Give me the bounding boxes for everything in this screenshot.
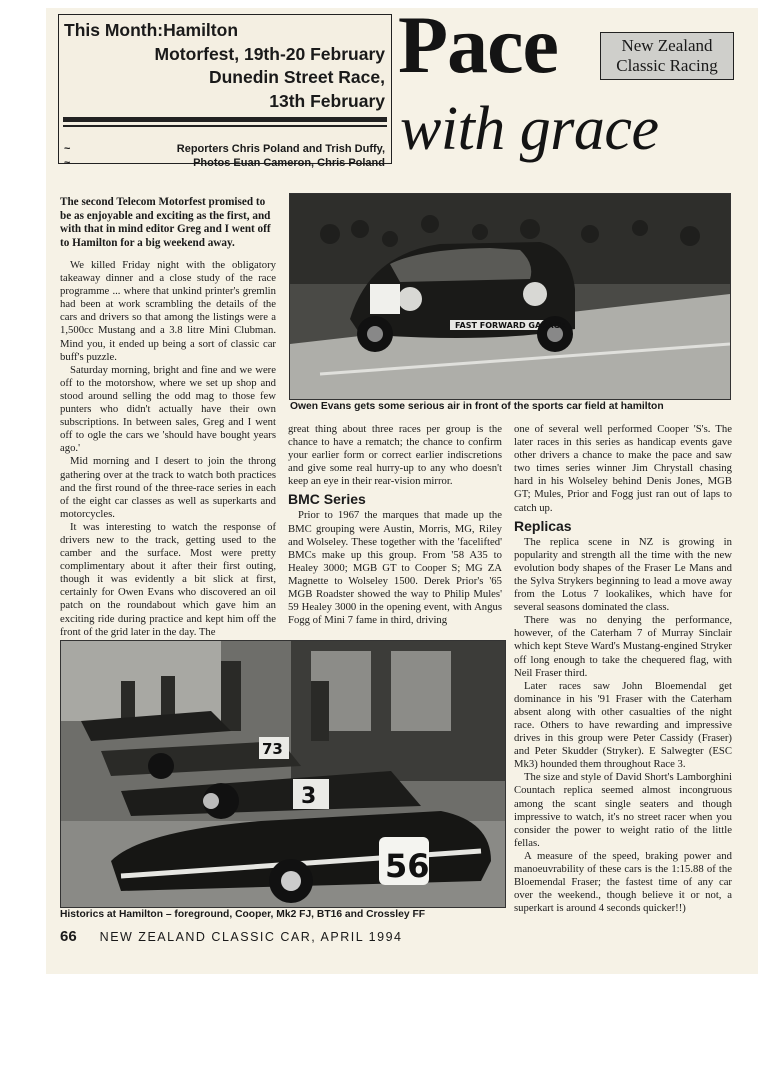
header-rule (63, 117, 387, 122)
paragraph: It was interesting to watch the response of drivers new to the track, getting used to the camber and the surface. Most were pretty complimentary about it after their first outing, though it was evidently a bit slick at first, certainly for Owen Evans who discovered an oil patch on the roundabout which gave him an exciting ride during practice and kept him off the front of the grid later in the day. The (60, 520, 276, 638)
this-month-box (58, 14, 392, 169)
column-1 (60, 259, 276, 639)
headline-pace: Pace (398, 0, 558, 90)
replicas-heading: Replicas (514, 517, 572, 534)
column-3 (514, 423, 732, 915)
car-number-56: 56 (385, 847, 430, 885)
column-2 (288, 423, 502, 627)
photo-historics-illustration (61, 641, 505, 907)
paragraph: Mid morning and I desert to join the throng gathering over at the track to watch both practices and the first round of the three-race series in each of the eight car classes as well as superkarts and motorcycles. (60, 455, 276, 520)
car-number-73: 73 (262, 740, 283, 758)
lead-paragraph: The second Telecom Motorfest promised to be as enjoyable and exciting as the first, and with that in mind editor Greg and I went off to Hamilton for a big weekend away. (60, 196, 271, 249)
credits (64, 142, 385, 170)
event1-dates: Motorfest, 19th-20 February (154, 43, 385, 64)
section-tag-line1: New Zealand (621, 36, 713, 55)
reporters-credit: Reporters Chris Poland and Trish Duffy, (176, 143, 385, 155)
this-month-heading (64, 19, 385, 113)
header-rule-thin (63, 125, 387, 127)
section-tag-line2: Classic Racing (616, 56, 718, 75)
paragraph: The size and style of David Short's Lamborghini Countach replica seemed almost incongruous among the scant single seaters and though impressive to watch, it's no street racer when you consider the power to weight ratio of the little fellas. (514, 771, 732, 849)
event1-name: Hamilton (163, 20, 239, 40)
paragraph: We killed Friday night with the obligatory takeaway dinner and a close study of the race programme ... where that unkind printer's gremlin had been at work scrambling the details of the cars and drivers so that among the listings were a 1,500cc Mustang and a 3.8 litre Mini Clubman. Mind you, it ended up being a sort of classic car buff's puzzle. (60, 259, 276, 363)
car-number-3: 3 (301, 784, 317, 809)
paragraph: Prior to 1967 the marques that made up the BMC grouping were Austin, Morris, MG, Riley and Wolseley. These together with the 'facelifted' BMCs make up this group. From '58 A35 to Healey 3000; MGB GT to Cooper S; MG ZA Magnette to Wolseley 1500. Derek Prior's '65 MGB Roadster showed the way to Philip Mules' 59 Healey 3000 in the opening event, with Angus Fogg of Mini 7 fame in third, driving (288, 509, 502, 627)
photo-porsche-jump (289, 193, 731, 400)
photo2-caption: Historics at Hamilton – foreground, Cooper, Mk2 FJ, BT16 and Crossley FF (60, 909, 426, 920)
photo1-caption: Owen Evans gets some serious air in front of the sports car field at hamilton (290, 401, 664, 412)
paragraph: one of several well performed Cooper 'S's. The later races in this series as handicap events gave other drivers a chance to make the pace and saw two times series winner Jim Chrystall chasing hard in his Wolseley behind Denis Jones, MGB GT; Mules, Prior and Fogg just ran out of laps to catch up. (514, 423, 732, 514)
bullet-dash: ~ (64, 157, 71, 169)
photo-historics-pits (60, 640, 506, 908)
bullet-dash: ~ (64, 143, 71, 155)
page-footer (60, 928, 403, 945)
paragraph: A measure of the speed, braking power and manoeuvrability of these cars is the 1:15.88 of the Bloemendal Fraser; the fastest time of any car over the weekend., though believe it or not, a superkart is around 4 seconds quicker!!) (514, 849, 732, 915)
event2-date: 13th February (269, 90, 385, 111)
paragraph: great thing about three races per group is the chance to have a rematch; the chance to confirm your earlier form or correct earlier indiscretions and give some real hurry-up to any who doesn't keep an eye in their rear-vision mirror. (288, 423, 502, 488)
event2-name: Dunedin Street Race, (208, 67, 385, 87)
paragraph: The replica scene in NZ is growing in popularity and strength all the time with the new evolution body shapes of the Fraser Le Mans and the Sylva Strykers beginning to lead a move away from the Lotus 7 lookalikes, which have for several seasons dominated the class. (514, 535, 732, 614)
magazine-credit: NEW ZEALAND CLASSIC CAR, APRIL 1994 (99, 930, 403, 944)
section-tag (600, 32, 734, 80)
this-month-label: This Month: (64, 20, 164, 40)
photos-credit: Photos Euan Cameron, Chris Poland (193, 157, 385, 169)
garage-plate: FAST FORWARD GARAGE (455, 321, 566, 330)
paragraph: Saturday morning, bright and fine and we were off to the motorshow, where we set up shop and stood around selling the odd mag to those few punters who didn't actually have their own subscriptions. In between sales, Greg and I went off to ogle the cars we 'should have bought years ago.' (60, 363, 276, 455)
photo-porsche-illustration (290, 194, 730, 399)
paragraph: Later races saw John Bloemendal get dominance in his '91 Fraser with the Caterham absent along with other casualties of the night race. Others to have rewarding and impressive drives in this group were Peter Cassidy (Fraser) and Peter Skudder (Stryker). E Salwegter (ESC Mk3) hounded them throughout Race 3. (514, 679, 732, 771)
page-number: 66 (60, 928, 77, 945)
headline-with-grace: with grace (400, 95, 659, 163)
bmc-series-heading: BMC Series (288, 491, 366, 508)
paragraph: There was no denying the performance, however, of the Caterham 7 of Murray Sinclair which kept Steve Ward's Mustang-engined Stryker off long enough to take the chequered flag, with Neil Fraser third. (514, 614, 732, 679)
